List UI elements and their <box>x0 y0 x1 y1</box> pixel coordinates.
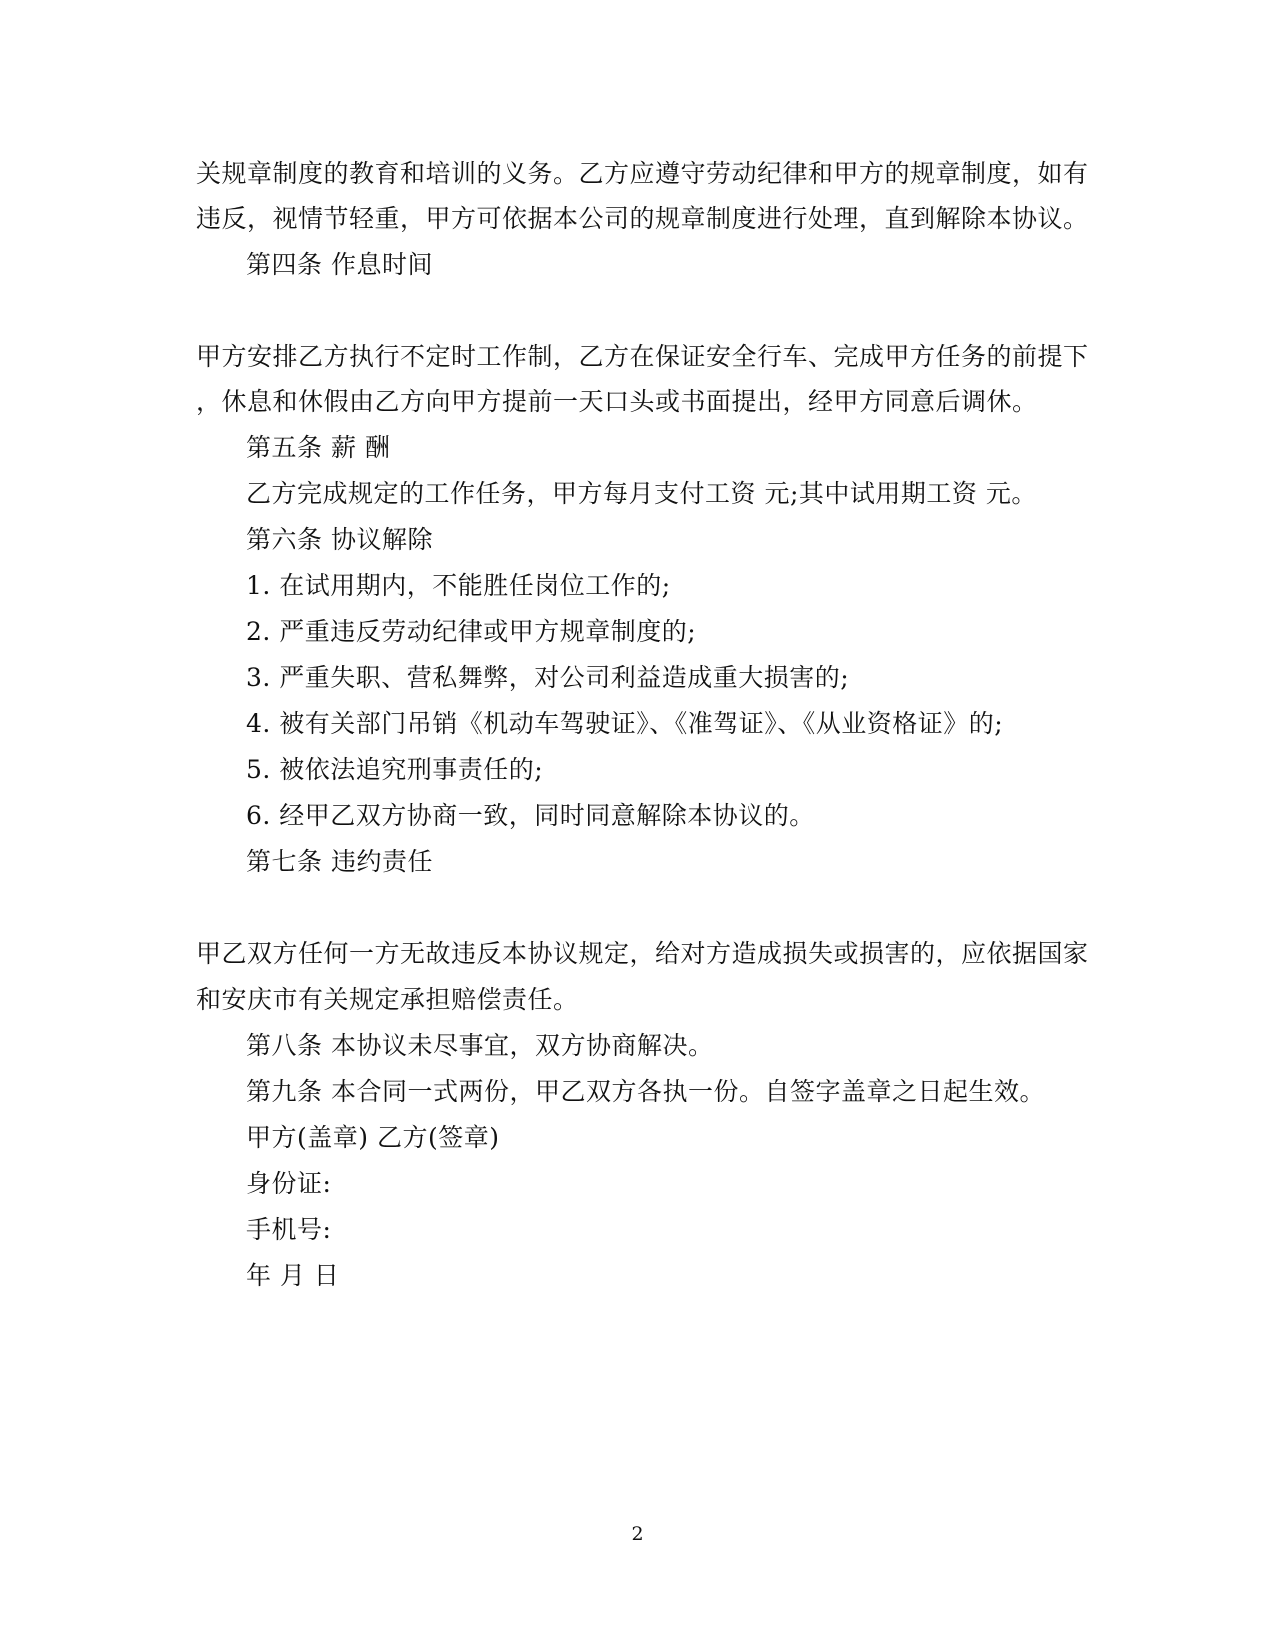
list-item: 2. 严重违反劳动纪律或甲方规章制度的; <box>246 617 697 646</box>
page-number: 2 <box>631 1523 644 1545</box>
paragraph-line: ，休息和休假由乙方向甲方提前一天口头或书面提出，经甲方同意后调休。 <box>196 387 1038 416</box>
article-heading: 第四条 作息时间 <box>246 250 433 279</box>
date-field: 年 月 日 <box>246 1261 340 1290</box>
list-item: 1. 在试用期内，不能胜任岗位工作的; <box>246 571 671 600</box>
list-item: 3. 严重失职、营私舞弊，对公司利益造成重大损害的; <box>246 663 850 692</box>
list-item: 4. 被有关部门吊销《机动车驾驶证》、《准驾证》、《从业资格证》的; <box>246 709 1004 738</box>
paragraph-line: 和安庆市有关规定承担赔偿责任。 <box>196 985 579 1014</box>
id-card-field: 身份证: <box>246 1169 332 1198</box>
signature-line: 甲方(盖章) 乙方(签章) <box>246 1123 500 1152</box>
list-item: 5. 被依法追究刑事责任的; <box>246 755 544 784</box>
article-heading: 第八条 本协议未尽事宜，双方协商解决。 <box>246 1031 714 1060</box>
article-heading: 第五条 薪 酬 <box>246 433 391 462</box>
article-heading: 第九条 本合同一式两份，甲乙双方各执一份。自签字盖章之日起生效。 <box>246 1077 1045 1106</box>
paragraph-line: 甲方安排乙方执行不定时工作制，乙方在保证安全行车、完成甲方任务的前提下 <box>196 342 1089 371</box>
paragraph-line: 违反，视情节轻重，甲方可依据本公司的规章制度进行处理，直到解除本协议。 <box>196 204 1089 233</box>
article-heading: 第七条 违约责任 <box>246 847 433 876</box>
paragraph-line: 甲乙双方任何一方无故违反本协议规定，给对方造成损失或损害的，应依据国家 <box>196 939 1089 968</box>
phone-field: 手机号: <box>246 1215 332 1244</box>
paragraph-line: 乙方完成规定的工作任务，甲方每月支付工资 元;其中试用期工资 元。 <box>246 479 1037 508</box>
list-item: 6. 经甲乙双方协商一致，同时同意解除本协议的。 <box>246 801 815 830</box>
paragraph-line: 关规章制度的教育和培训的义务。乙方应遵守劳动纪律和甲方的规章制度，如有 <box>196 159 1089 188</box>
article-heading: 第六条 协议解除 <box>246 525 433 554</box>
